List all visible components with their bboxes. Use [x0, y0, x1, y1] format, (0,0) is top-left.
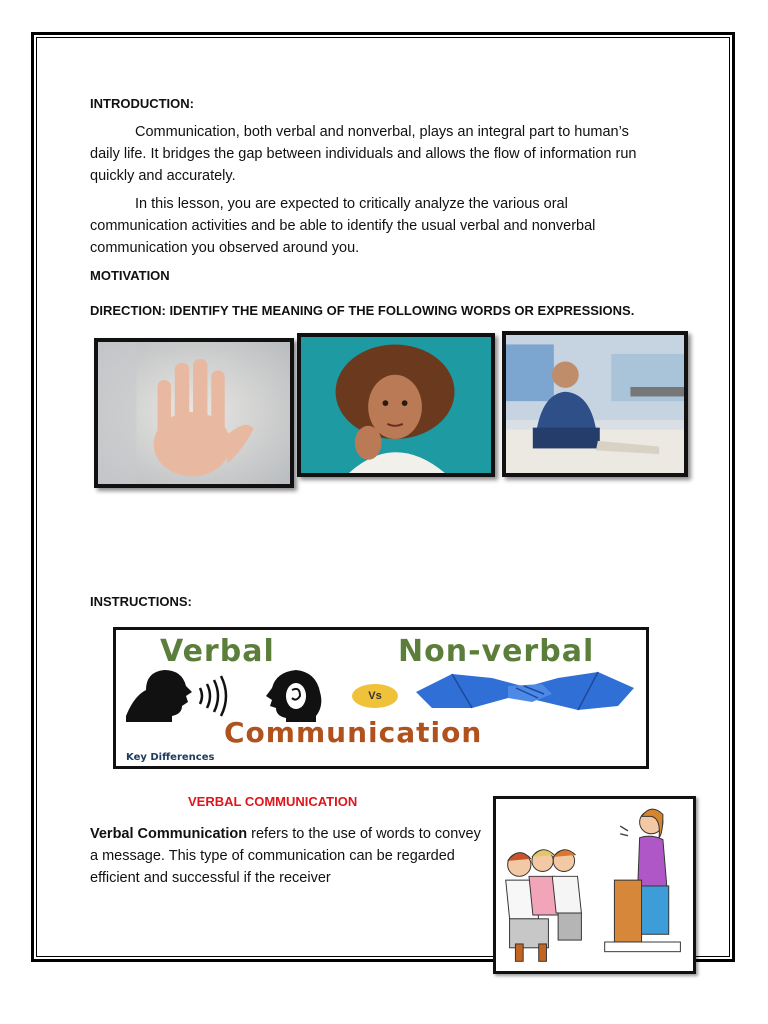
office-man-photo — [502, 331, 688, 477]
banner-nonverbal-label: Non-verbal — [398, 634, 595, 669]
banner-vs-badge: Vs — [352, 684, 398, 708]
motivation-heading: MOTIVATION — [90, 268, 170, 283]
banner-key-differences-label: Key Differences — [126, 752, 215, 763]
verbal-communication-paragraph — [90, 823, 485, 889]
handshake-icon — [412, 664, 638, 716]
introduction-heading: INTRODUCTION: — [90, 96, 194, 111]
introduction-paragraph-2: In this lesson, you are expected to critically analyze the various oral communication activities and be able to identify the usual verbal and nonverbal communication you observed around you. — [90, 196, 596, 256]
thinking-woman-photo — [297, 333, 495, 477]
direction-text: DIRECTION: IDENTIFY THE MEANING OF THE FOLLOWING WORDS OR EXPRESSIONS. — [90, 303, 635, 318]
verbal-communication-term: Verbal Communication — [90, 826, 248, 842]
banner-communication-label: Communication — [224, 716, 483, 749]
speaker-audience-clipart — [493, 796, 696, 974]
verbal-communication-heading: VERBAL COMMUNICATION — [188, 794, 358, 809]
banner-verbal-label: Verbal — [160, 634, 275, 669]
raised-hand-photo — [94, 338, 294, 488]
instructions-heading: INSTRUCTIONS: — [90, 594, 192, 609]
verbal-vs-nonverbal-banner — [113, 627, 649, 769]
introduction-paragraph-1: Communication, both verbal and nonverbal, plays an integral part to human’s daily life. It bridges the gap between individuals and allows the flow of information run quickly and accurately. — [90, 124, 637, 184]
verbal-communication-body: refers to the use of words to convey a message. This type of communication can be regarded efficient and successful if the receiver — [90, 826, 481, 886]
